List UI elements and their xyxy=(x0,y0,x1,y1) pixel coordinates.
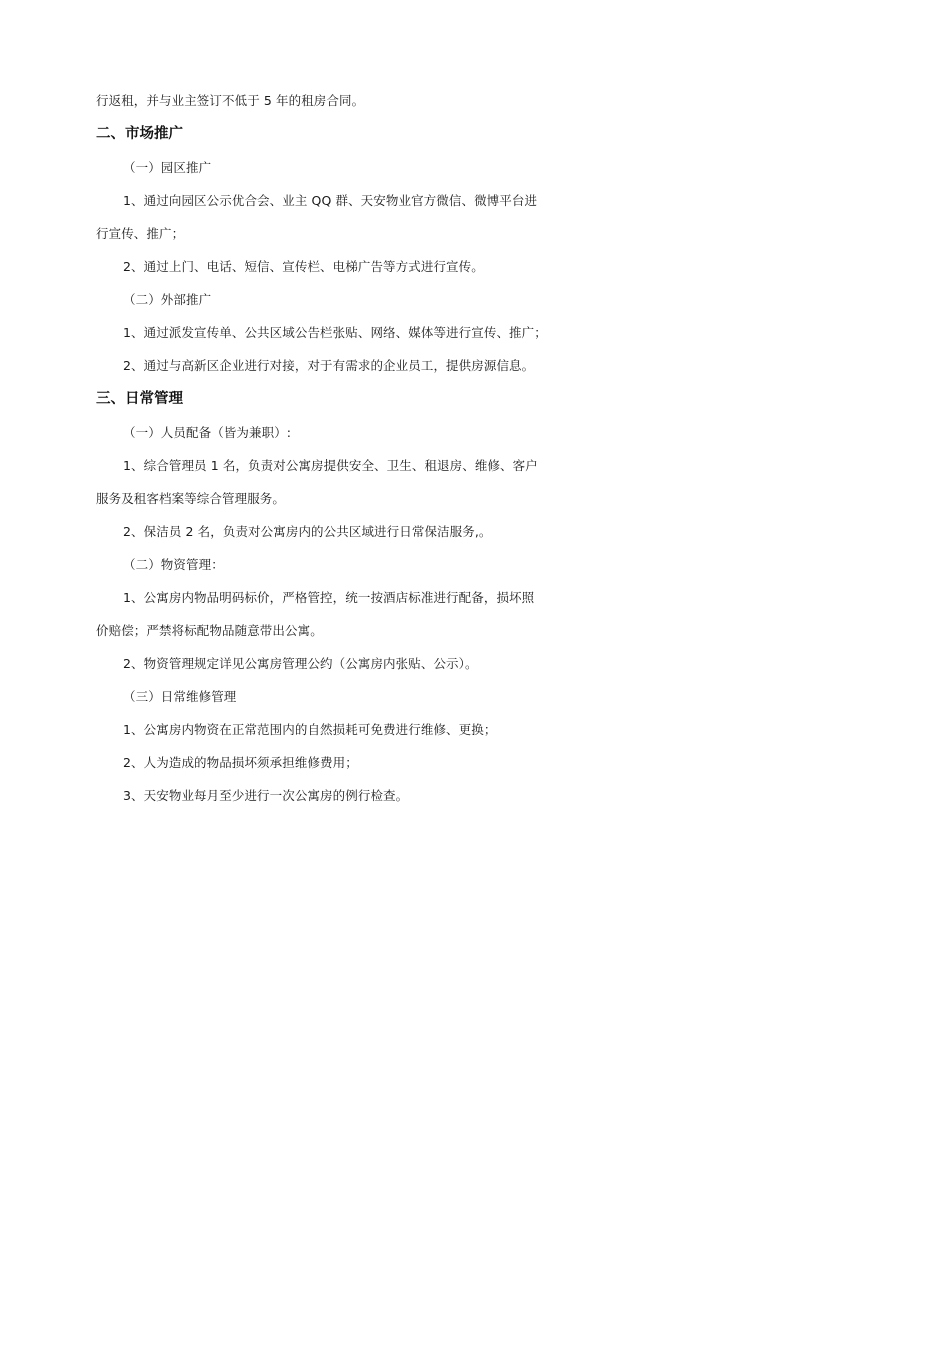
paragraph-maintenance-2: 2、人为造成的物品损坏须承担维修费用； xyxy=(123,755,358,770)
paragraph-external-promotion-1: 1、通过派发宣传单、公共区域公告栏张贴、网络、媒体等进行宣传、推广； xyxy=(123,325,547,340)
document-page xyxy=(96,84,556,812)
paragraph-materials-2: 2、物资管理规定详见公寓房管理公约（公寓房内张贴、公示）。 xyxy=(123,656,478,671)
paragraph-park-promotion-2: 2、通过上门、电话、短信、宣传栏、电梯广告等方式进行宣传。 xyxy=(123,259,484,274)
paragraph-external-promotion-2: 2、通过与高新区企业进行对接，对于有需求的企业员工，提供房源信息。 xyxy=(123,358,535,373)
subheading-park-promotion: （一）园区推广 xyxy=(123,160,212,175)
paragraph-staffing-2: 2、保洁员 2 名，负责对公寓房内的公共区域进行日常保洁服务,。 xyxy=(123,524,492,539)
paragraph-maintenance-1: 1、公寓房内物资在正常范围内的自然损耗可免费进行维修、更换； xyxy=(123,722,497,737)
paragraph-materials-1-cont: 价赔偿；严禁将标配物品随意带出公寓。 xyxy=(96,623,323,638)
subheading-maintenance: （三）日常维修管理 xyxy=(123,689,237,704)
paragraph-maintenance-3: 3、天安物业每月至少进行一次公寓房的例行检查。 xyxy=(123,788,409,803)
paragraph-materials-1: 1、公寓房内物品明码标价，严格管控，统一按酒店标准进行配备，损坏照 xyxy=(123,590,535,605)
paragraph-park-promotion-1-cont: 行宣传、推广； xyxy=(96,226,185,241)
intro-tail-text: 行返租，并与业主签订不低于 5 年的租房合同。 xyxy=(96,93,365,108)
subheading-external-promotion: （二）外部推广 xyxy=(123,292,212,307)
paragraph-park-promotion-1: 1、通过向园区公示优合会、业主 QQ 群、天安物业官方微信、微博平台进 xyxy=(123,193,538,208)
subheading-staffing: （一）人员配备（皆为兼职）: xyxy=(123,425,292,440)
subheading-materials: （二）物资管理： xyxy=(123,557,224,572)
section-heading-marketing: 二、市场推广 xyxy=(96,126,183,142)
paragraph-staffing-1: 1、综合管理员 1 名，负责对公寓房提供安全、卫生、租退房、维修、客户 xyxy=(123,458,538,473)
paragraph-staffing-1-cont: 服务及租客档案等综合管理服务。 xyxy=(96,491,286,506)
section-heading-daily-management: 三、日常管理 xyxy=(96,391,183,407)
